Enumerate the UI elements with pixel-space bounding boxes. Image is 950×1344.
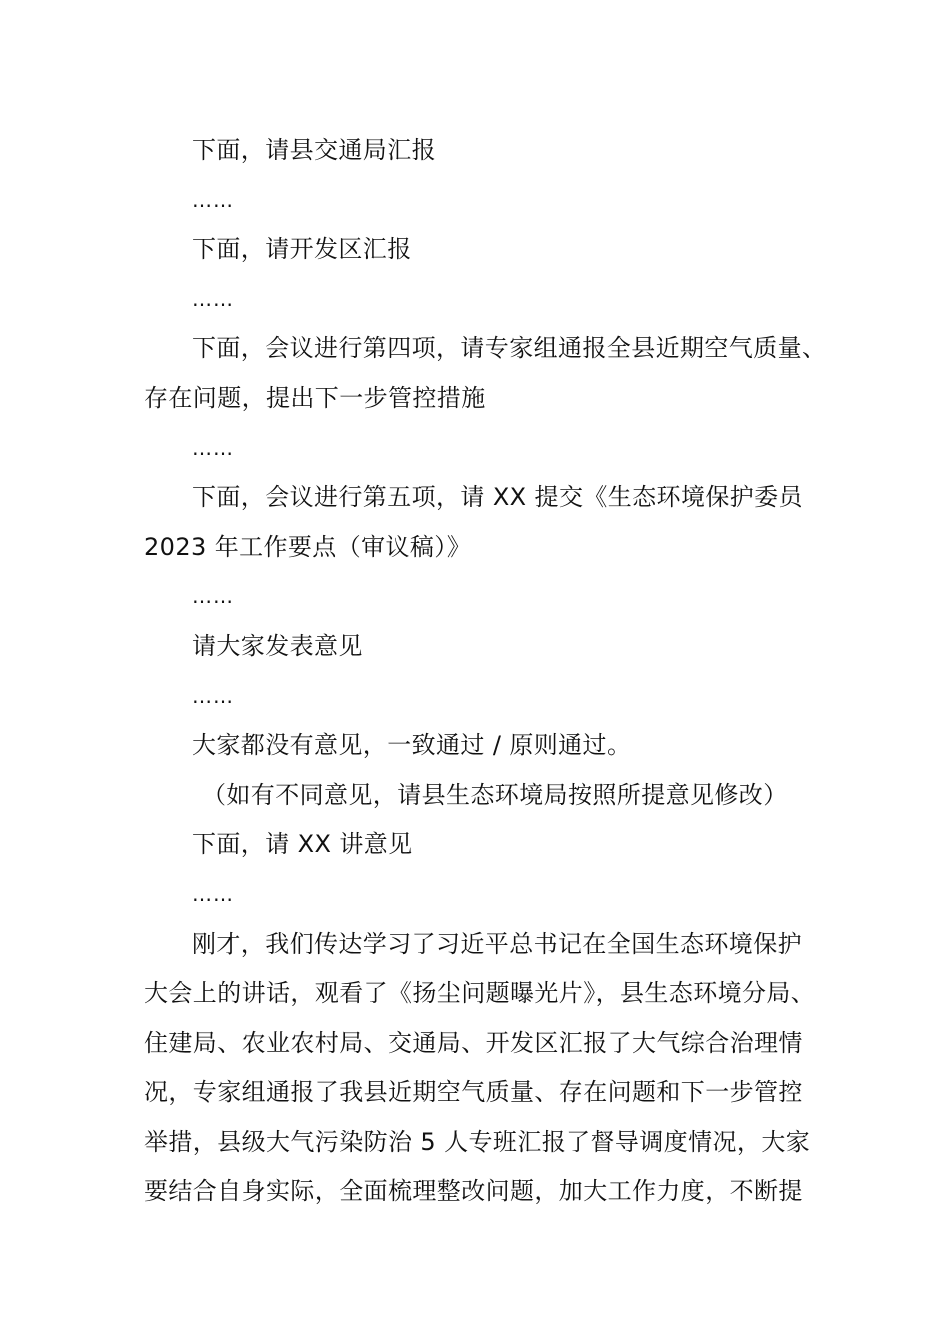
text-line: 刚才，我们传达学习了习近平总书记在全国生态环境保护 [192,929,802,958]
text-line: 大会上的讲话，观看了《扬尘问题曝光片》，县生态环境分局、 [144,979,816,1008]
text-line: （如有不同意见，请县生态环境局按照所提意见修改） [202,780,788,809]
text-line: 存在问题，提出下一步管控措施 [144,383,486,412]
text-line: 要结合自身实际，全面梳理整改问题，加大工作力度，不断提 [144,1177,803,1206]
text-line: 下面，请开发区汇报 [192,235,412,264]
text-line: 2023 年工作要点（审议稿）》 [144,532,472,561]
ellipsis-line: …… [192,881,234,906]
ellipsis-line: …… [192,584,234,609]
text-line: 下面，请县交通局汇报 [192,136,436,164]
text-line: 住建局、农业农村局、交通局、开发区汇报了大气综合治理情 [144,1028,803,1057]
ellipsis-line: …… [192,435,234,460]
text-line: 下面，请 XX 讲意见 [192,830,413,859]
ellipsis-line: …… [192,187,234,212]
ellipsis-line: …… [192,683,234,708]
text-line: 况，专家组通报了我县近期空气质量、存在问题和下一步管控 [144,1078,803,1107]
ellipsis-line: …… [192,286,234,311]
text-line: 下面，会议进行第五项，请 XX 提交《生态环境保护委员 [192,483,803,512]
text-line: 举措，县级大气污染防治 5 人专班汇报了督导调度情况，大家 [144,1127,811,1156]
text-line: 下面，会议进行第四项，请专家组通报全县近期空气质量、 [192,334,827,363]
document-body [144,126,827,1217]
text-line: 大家都没有意见，一致通过 / 原则通过。 [192,731,632,760]
text-line: 请大家发表意见 [192,631,363,660]
